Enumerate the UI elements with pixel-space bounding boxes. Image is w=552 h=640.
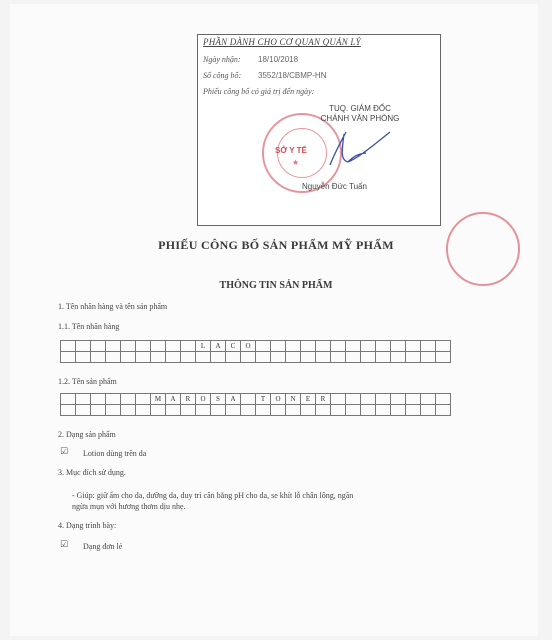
blank-cell [106,352,121,363]
letter-cell [436,394,451,405]
product-name-grid [60,393,451,416]
letter-cell [406,341,421,352]
blank-cell [226,405,241,416]
letter-cell [421,341,436,352]
document-title: PHIẾU CÔNG BỐ SẢN PHẨM MỸ PHẨM [158,238,394,252]
stamp-label: SỞ Y TẾ [275,146,307,155]
blank-cell [361,405,376,416]
blank-cell [376,352,391,363]
letter-cell [91,394,106,405]
blank-cell [271,405,286,416]
letter-cell: M [151,394,166,405]
blank-cell [301,405,316,416]
item-4-value: Dạng đơn lẻ [83,542,123,551]
blank-cell [76,352,91,363]
letter-cell [76,341,91,352]
letter-cell: A [166,394,181,405]
letter-cell [316,341,331,352]
item-2-label: 2. Dạng sản phẩm [58,430,116,439]
sign-title-line1: TUQ. GIÁM ĐỐC [329,104,391,113]
blank-cell [196,352,211,363]
item-1-2-label: 1.2. Tên sản phẩm [58,377,117,386]
blank-cell [436,352,451,363]
blank-cell [121,405,136,416]
letter-cell [91,341,106,352]
blank-cell [136,352,151,363]
item-2-value: Lotion dùng trên da [83,449,147,458]
blank-cell [211,352,226,363]
letter-cell: R [181,394,196,405]
checkbox-checked-icon: ☑ [60,447,69,457]
letter-cell [121,394,136,405]
letter-cell [271,341,286,352]
blank-cell [91,405,106,416]
letter-cell [106,341,121,352]
brand-blank-row [61,352,451,363]
letter-cell [166,341,181,352]
sign-title-line2: CHÁNH VĂN PHÒNG [320,114,400,123]
blank-cell [391,352,406,363]
letter-cell [406,394,421,405]
blank-cell [121,352,136,363]
letter-cell: C [226,341,241,352]
letter-cell [151,341,166,352]
blank-cell [241,352,256,363]
letter-cell [391,341,406,352]
blank-cell [286,352,301,363]
letter-cell: T [256,394,271,405]
blank-cell [136,405,151,416]
blank-cell [301,352,316,363]
letter-cell [421,394,436,405]
letter-cell: N [286,394,301,405]
section-title: THÔNG TIN SẢN PHẨM [219,280,333,291]
letter-cell: O [196,394,211,405]
letter-cell [361,341,376,352]
number-label: Số công bố: [203,71,242,80]
brand-letter-row [61,341,451,352]
blank-cell [256,405,271,416]
letter-cell [61,341,76,352]
received-value: 18/10/2018 [258,55,299,64]
blank-cell [166,405,181,416]
item-4-label: 4. Dạng trình bày: [58,521,117,530]
blank-cell [181,352,196,363]
item-3-label: 3. Mục đích sử dụng. [58,468,126,477]
validity-label: Phiếu công bố có giá trị đến ngày: [203,87,315,96]
blank-cell [286,405,301,416]
blank-cell [376,405,391,416]
letter-cell: E [301,394,316,405]
letter-cell [436,341,451,352]
brand-name-grid [60,340,451,363]
letter-cell [76,394,91,405]
blank-cell [256,352,271,363]
blank-cell [151,352,166,363]
letter-cell: S [211,394,226,405]
blank-cell [346,405,361,416]
blank-cell [406,405,421,416]
letter-cell [376,394,391,405]
letter-cell [346,341,361,352]
letter-cell [61,394,76,405]
blank-cell [436,405,451,416]
blank-cell [61,405,76,416]
blank-cell [271,352,286,363]
product-blank-row [61,405,451,416]
blank-cell [346,352,361,363]
letter-cell [136,394,151,405]
letter-cell: O [241,341,256,352]
blank-cell [361,352,376,363]
letter-cell [121,341,136,352]
item-1-1-label: 1.1. Tên nhãn hàng [58,322,120,331]
letter-cell [331,394,346,405]
letter-cell [331,341,346,352]
product-letter-row [61,394,451,405]
letter-cell: L [196,341,211,352]
blank-cell [91,352,106,363]
letter-cell [301,341,316,352]
blank-cell [181,405,196,416]
letter-cell [286,341,301,352]
blank-cell [241,405,256,416]
blank-cell [406,352,421,363]
blank-cell [421,352,436,363]
blank-cell [196,405,211,416]
blank-cell [331,405,346,416]
letter-cell: A [226,394,241,405]
checkbox-checked-icon: ☑ [60,540,69,550]
letter-cell: R [316,394,331,405]
letter-cell [376,341,391,352]
blank-cell [166,352,181,363]
letter-cell [391,394,406,405]
item-3-line-2: ngừa mụn với hương thơm dịu nhẹ. [72,502,186,511]
blank-cell [226,352,241,363]
blank-cell [391,405,406,416]
blank-cell [76,405,91,416]
blank-cell [151,405,166,416]
item-1-label: 1. Tên nhãn hàng và tên sản phẩm [58,302,168,311]
letter-cell [106,394,121,405]
received-label: Ngày nhận: [203,55,241,64]
blank-cell [316,352,331,363]
blank-cell [331,352,346,363]
item-3-line-1: - Giúp: giữ ẩm cho da, dưỡng da, duy trì cân bằng pH cho da, se khít lỗ chân lông, ngăn [72,491,354,500]
signature-scribble [318,120,398,180]
number-value: 3552/18/CBMP-HN [258,71,327,80]
letter-cell: O [271,394,286,405]
blank-cell [211,405,226,416]
blank-cell [61,352,76,363]
letter-cell [241,394,256,405]
blank-cell [316,405,331,416]
letter-cell [361,394,376,405]
letter-cell [346,394,361,405]
blank-cell [421,405,436,416]
blank-cell [106,405,121,416]
signer-name: Nguyễn Đức Tuấn [302,182,367,191]
letter-cell [256,341,271,352]
stamp-star-icon: ★ [292,158,300,167]
letter-cell [136,341,151,352]
letter-cell: A [211,341,226,352]
letter-cell [181,341,196,352]
official-box-header: PHẦN DÀNH CHO CƠ QUAN QUẢN LÝ [203,37,361,47]
